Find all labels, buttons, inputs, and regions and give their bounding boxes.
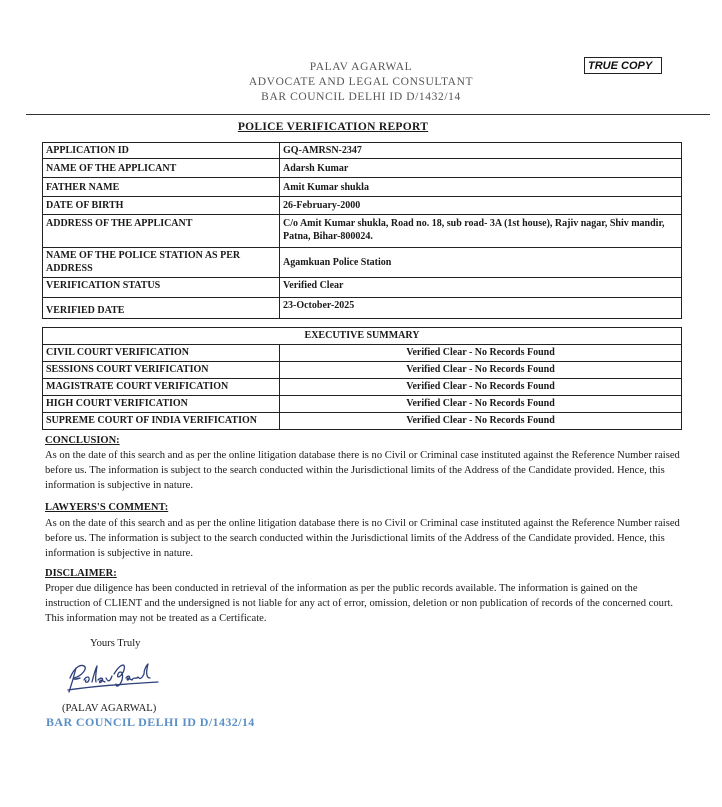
detail-value: C/o Amit Kumar shukla, Road no. 18, sub road- 3A (1st house), Rajiv nagar, Shiv mandir, Patna, Bihar-800024.	[280, 215, 682, 248]
detail-label: ADDRESS OF THE APPLICANT	[43, 215, 280, 248]
summary-value: Verified Clear - No Records Found	[280, 396, 682, 413]
disclaimer-heading: DISCLAIMER:	[45, 568, 117, 579]
table-row	[43, 215, 682, 248]
executive-summary-table	[42, 327, 682, 430]
detail-value: 23-October-2025	[280, 298, 682, 319]
table-row	[43, 298, 682, 319]
detail-label: DATE OF BIRTH	[43, 197, 280, 215]
disclaimer-text: Proper due diligence has been conducted in retrieval of the information as per the public records available. The information is gained on the instruction of CLIENT and the undersigned is not liable for any act of error, omission, deletion or non publication of records of the concerned court. This information may not be treated as a Certificate.	[45, 583, 674, 624]
table-row	[43, 396, 682, 413]
table-row	[43, 278, 682, 298]
detail-value: Agamkuan Police Station	[280, 248, 682, 278]
summary-value: Verified Clear - No Records Found	[280, 362, 682, 379]
report-title: POLICE VERIFICATION REPORT	[237, 121, 429, 133]
detail-value: Adarsh Kumar	[280, 159, 682, 178]
table-row	[43, 178, 682, 197]
table-row	[43, 345, 682, 362]
table-row	[43, 362, 682, 379]
detail-value: Verified Clear	[280, 278, 682, 298]
detail-value: 26-February-2000	[280, 197, 682, 215]
table-row	[43, 248, 682, 278]
summary-label: SUPREME COURT OF INDIA VERIFICATION	[43, 413, 280, 430]
summary-value: Verified Clear - No Records Found	[280, 413, 682, 430]
detail-label: NAME OF THE POLICE STATION AS PER ADDRESS	[43, 248, 280, 278]
executive-summary-heading: EXECUTIVE SUMMARY	[43, 328, 682, 345]
summary-label: CIVIL COURT VERIFICATION	[43, 345, 280, 362]
summary-label: MAGISTRATE COURT VERIFICATION	[43, 379, 280, 396]
summary-value: Verified Clear - No Records Found	[280, 345, 682, 362]
true-copy-stamp: TRUE COPY	[584, 57, 662, 74]
header-divider	[26, 114, 710, 115]
salutation: Yours Truly	[90, 638, 141, 649]
conclusion-text: As on the date of this search and as per the online litigation database there is no Civil or Criminal case instituted against the Reference Number raised before us. The information is subject to the search conducted within the Jurisdictional limits of the Address of the Candidate provided. Hence, this information is subjective in nature.	[45, 450, 680, 491]
detail-value: Amit Kumar shukla	[280, 178, 682, 197]
detail-label: APPLICATION ID	[43, 143, 280, 159]
details-table	[42, 142, 682, 319]
letterhead-bar-id: BAR COUNCIL DELHI ID D/1432/14	[261, 91, 461, 103]
detail-label: NAME OF THE APPLICANT	[43, 159, 280, 178]
detail-label: VERIFICATION STATUS	[43, 278, 280, 298]
summary-label: HIGH COURT VERIFICATION	[43, 396, 280, 413]
table-row	[43, 159, 682, 178]
summary-value: Verified Clear - No Records Found	[280, 379, 682, 396]
table-row	[43, 143, 682, 159]
lawyers-comment-heading: LAWYERS'S COMMENT:	[45, 502, 169, 513]
summary-label: SESSIONS COURT VERIFICATION	[43, 362, 280, 379]
handwritten-signature-icon	[64, 656, 164, 700]
table-row	[43, 379, 682, 396]
signatory-name: (PALAV AGARWAL)	[62, 703, 157, 714]
signatory-bar-id: BAR COUNCIL DELHI ID D/1432/14	[46, 715, 255, 729]
letterhead-name: PALAV AGARWAL	[309, 61, 413, 73]
table-row	[43, 197, 682, 215]
lawyers-comment-text: As on the date of this search and as per the online litigation database there is no Civil or Criminal case instituted against the Reference Number raised before us. The information is subject to the search conducted within the Jurisdictional limits of the Address of the Candidate provided. Hence, this information is subjective in nature.	[45, 518, 680, 559]
detail-label: FATHER NAME	[43, 178, 280, 197]
letterhead-designation: ADVOCATE AND LEGAL CONSULTANT	[248, 76, 474, 88]
table-row	[43, 328, 682, 345]
conclusion-heading: CONCLUSION:	[45, 435, 120, 446]
table-row	[43, 413, 682, 430]
detail-label: VERIFIED DATE	[43, 298, 280, 319]
detail-value: GQ-AMRSN-2347	[280, 143, 682, 159]
